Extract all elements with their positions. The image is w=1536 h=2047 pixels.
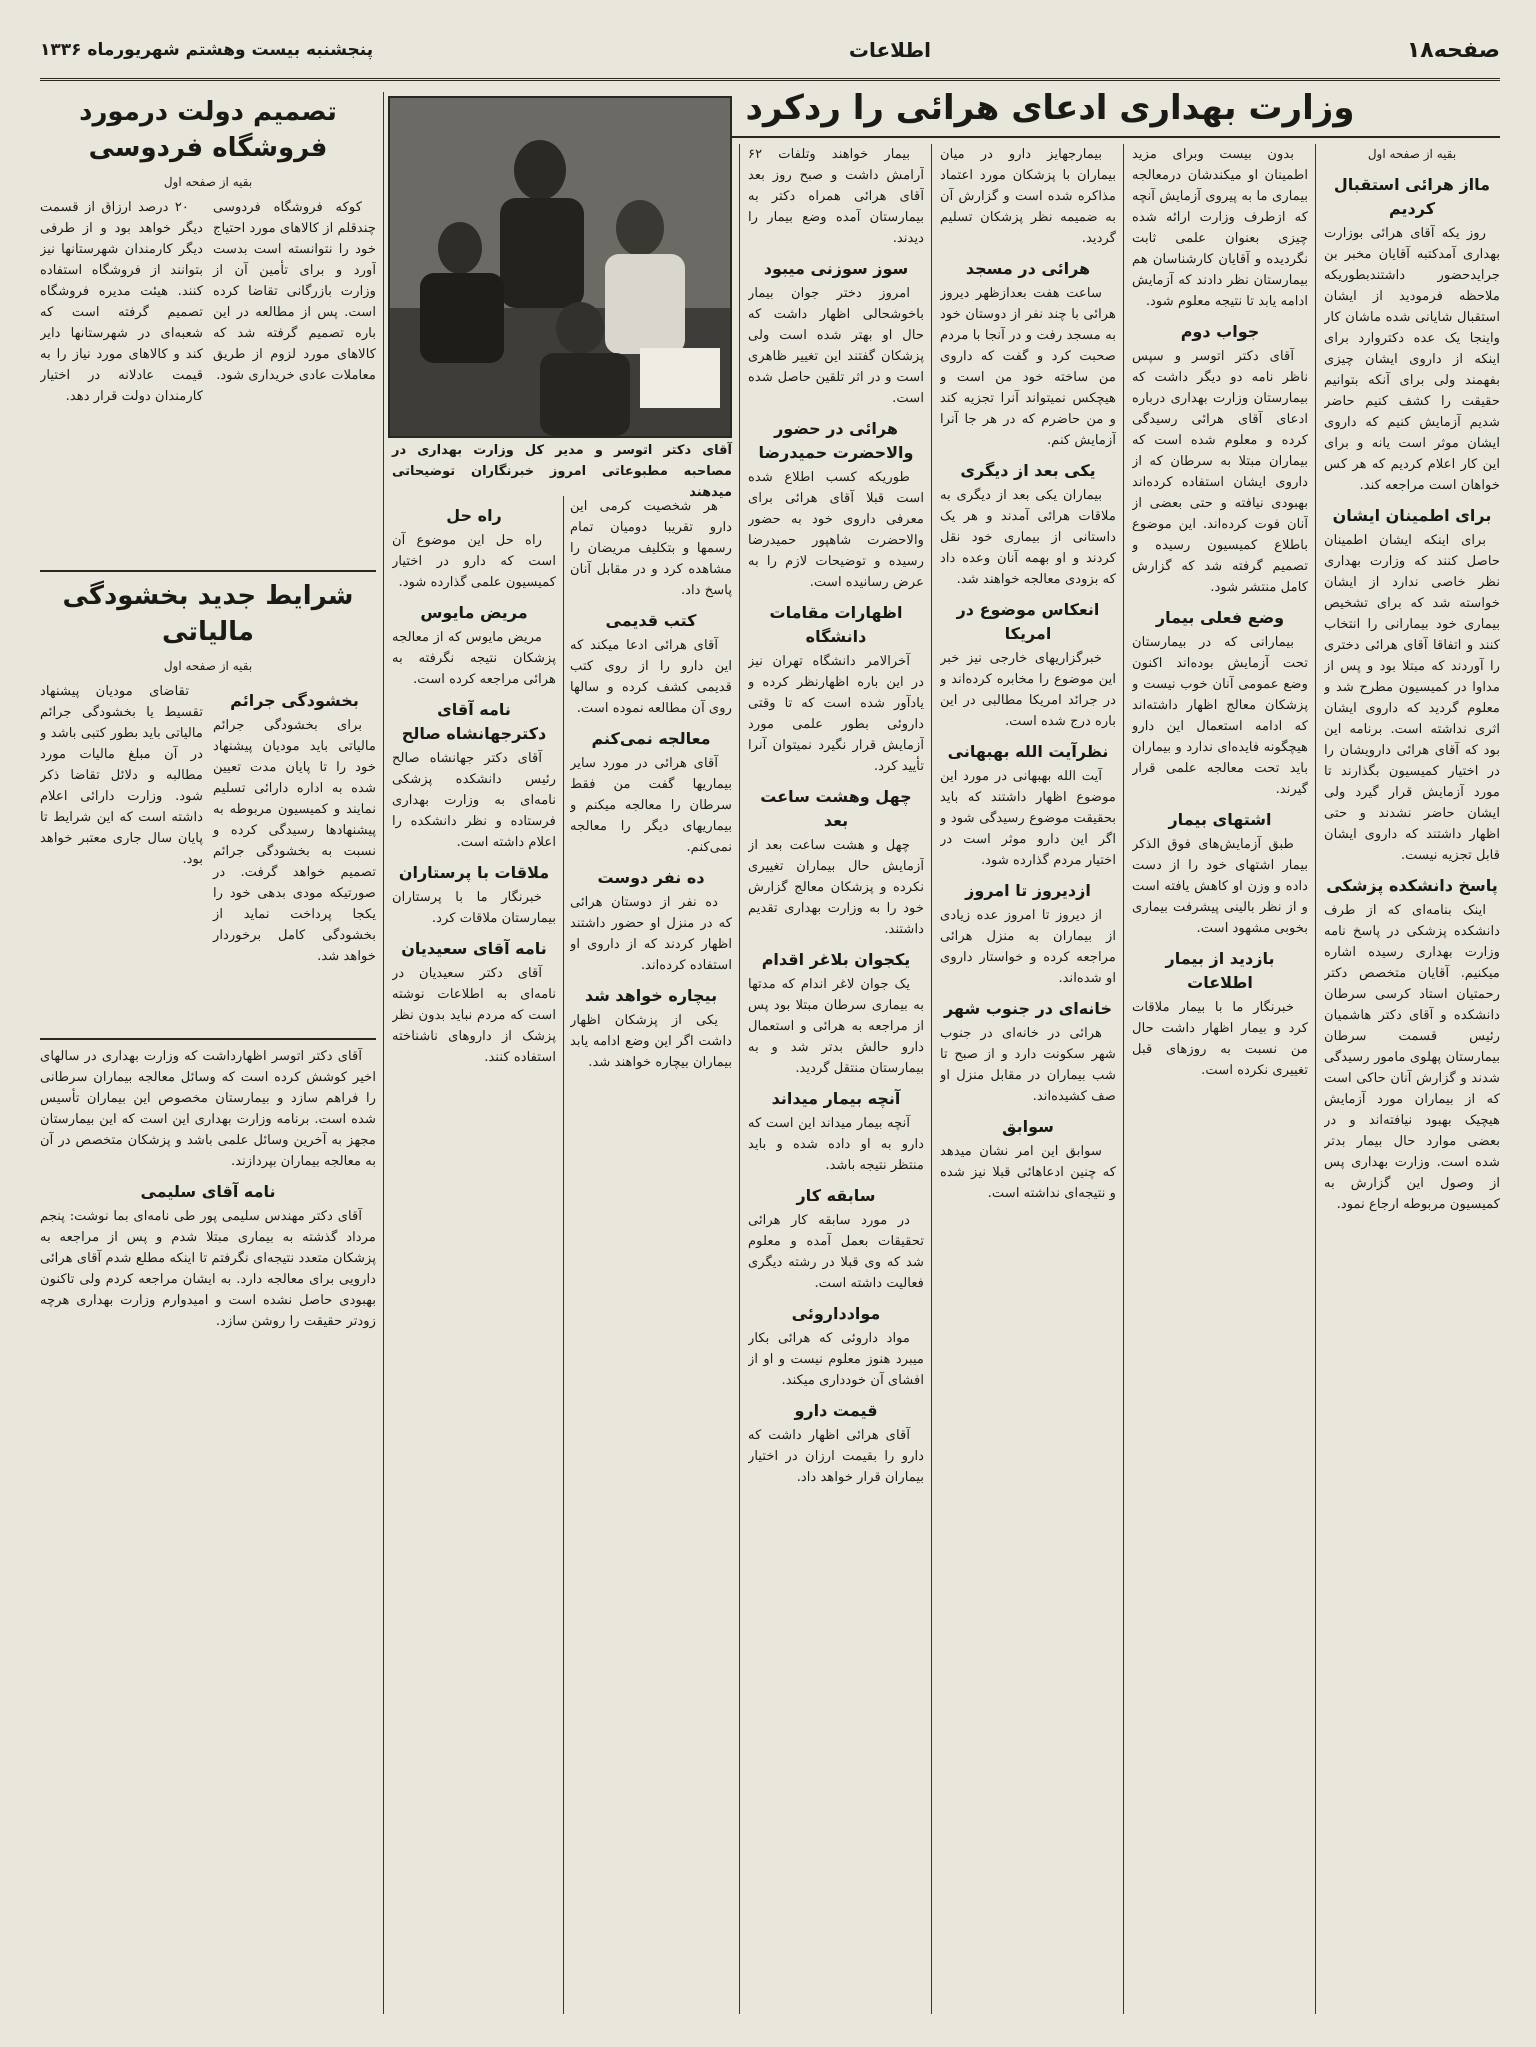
section-heading: نامه آقای سعیدیان (401, 939, 547, 958)
column-rule (1123, 144, 1124, 2014)
paragraph: آقای هرائی در مورد سایر بیماریها گفت من فقط سرطان را معالجه میکنم و بیماریهای دیگر را معالجه نمی‌کنم. (570, 756, 732, 855)
section-heading: معالجه نمی‌کنم (591, 729, 711, 748)
paragraph: ساعت هفت بعدازظهر دیروز هرائی با چند نفر از دوستان خود به مسجد رفت و در آنجا با مردم صحبت کرد و گفت که داروی من ساخته خود من است و هیچکس نمیتواند آنرا تجزیه کند و من حاضرم که در هر جا آنرا آزمایش کنم. (940, 286, 1116, 448)
continued-label: بقیه از صفحه اول (1367, 147, 1457, 161)
column-rule (739, 144, 740, 2014)
section-heading: سوابق (1002, 1117, 1054, 1136)
paragraph: آخرالامر دانشگاه تهران نیز در این باره اظهارنظر کرده و یادآور شده است که تا وقتی داروئی بطور علمی مورد آزمایش قرار نگیرد نمیتوان آنرا تأیید کرد. (748, 654, 924, 774)
page-number: صفحه۱۸ (1406, 37, 1500, 63)
section-heading: نامه آقای سلیمی (140, 1182, 276, 1201)
paragraph: هر شخصیت کرمی این دارو تقریبا دومیان تمام رسمها و بتکلیف مریضان را مشاهده کرد و در مقابل آنان پاسخ داد. (570, 499, 732, 598)
column-rule (563, 496, 564, 2014)
paragraph: آقای هرائی اظهار داشت که دارو را بقیمت ارزان در اختیار بیماران قرار خواهد داد. (748, 1428, 924, 1485)
section-heading: ازدیروز تا امروز (965, 881, 1091, 900)
paragraph: امروز دختر جوان بیمار باخوشحالی اظهار داشت که حال او بهتر شده است ولی پزشکان گفتند این تغییر ظاهری است و در اثر تلقین حاصل شده است. (748, 286, 924, 406)
tax-columns (40, 681, 376, 971)
section-heading: نظرآیت الله بهبهانی (947, 742, 1109, 761)
paragraph: آقای دکتر جهانشاه صالح رئیس دانشکده پزشکی نامه‌ای به وزارت بهداری فرستاده و نظر دانشکده را اعلام داشته است. (392, 751, 556, 850)
store-columns (40, 197, 376, 411)
paragraph: کوکه فروشگاه فردوسی چندقلم از کالاهای مورد احتیاج خود را نتوانسته است بدست آورد و برای تأمین آن از وزارت بازرگانی تقاضا کرده است. پس از مطالعه در این باره تصمیم گرفته شد که کالاهای مورد لزوم از طریق معاملات عادی خریداری شود. (213, 200, 376, 383)
paragraph: اینک بنامه‌ای که از طرف دانشکده پزشکی در پاسخ نامه وزارت بهداری رسیده اشاره میکنیم. آقایان متخصص دکتر رحمتیان استاد کرسی سرطان دانشکده و آقای دکتر هاشمیان رئیس قسمت سرطان بیمارستان پهلوی مامور رسیدگی شدند و گزارش آنان حاکی است که از بیماران مورد آزمایش هیچیک بهبود نیافته‌اند و در بعضی موارد حال بیمار بدتر شده است. وزارت بهداری پس از وصول این گزارش به کمیسیون مربوطه ارجاع نمود. (1324, 903, 1500, 1212)
lead-headline-banner (600, 84, 1500, 138)
section-heading: سابقه کار (796, 1186, 876, 1205)
section-heading: مااز هرائی استقبال کرديم (1333, 175, 1491, 218)
paragraph: آقای دکتر سعیدیان در نامه‌ای به اطلاعات نوشته است که مردم نباید بدون نظر پزشک از داروهای ناشناخته استفاده کنند. (392, 966, 556, 1065)
paragraph: آنچه بیمار میداند این است که دارو به او داده شده و باید منتظر نتیجه باشد. (748, 1116, 924, 1173)
column-rule (931, 144, 932, 2014)
section-heading: چهل وهشت ساعت بعد (760, 787, 912, 830)
section-heading: ده نفر دوست (597, 868, 705, 887)
section-heading: سوز سوزنی میبود (763, 259, 909, 278)
paragraph: طبق آزمایش‌های فوق الذکر بیمار اشتهای خود را از دست داده و وزن او کاهش یافته است و از نظر بالینی پیشرفت بیماری بخوبی مشهود است. (1132, 837, 1308, 936)
health-letters (40, 1038, 376, 2022)
section-heading: خانه‌ای در جنوب شهر (944, 999, 1112, 1018)
tax-column-a (213, 681, 376, 971)
section-heading: هرائی در حضور والاحضرت حمیدرضا (758, 419, 914, 462)
masthead (40, 22, 1500, 81)
paragraph: بیمار خواهند وتلفات ۶۲ آرامش داشت و صبح روز بعد آقای هرائی همراه دکتر به بیمارستان آمده وضع بیمار را دیدند. (748, 147, 924, 246)
section-heading: کتب قدیمی (605, 611, 697, 630)
paragraph: آیت الله بهبهانی در مورد این موضوع اظهار داشتند که باید بحقیقت موضوع رسیدگی شود و اگر این دارو موثر است در اختیار مردم گذارده شود. (940, 769, 1116, 868)
column-rule (1315, 144, 1316, 2014)
column-rule (383, 92, 384, 2014)
paragraph: طوریکه کسب اطلاع شده است قبلا آقای هرائی برای معرفی داروی خود به حضور والاحضرت شاهپور حمیدرضا رسیده و توضیحات لازم را به عرض رسانیده است. (748, 470, 924, 590)
section-heading: بازدید از بیمار اطلاعات (1165, 949, 1275, 992)
paragraph: خبرگزاریهای خارجی نیز خبر این موضوع را مخابره کرده‌اند و در جرائد امریکا مطالبی در این باره درج شده است. (940, 651, 1116, 729)
paragraph: یک جوان لاغر اندام که مدتها به بیماری سرطان مبتلا بود پس از مراجعه به هرائی و استعمال دارو حالش بدتر شد و به بیمارستان منتقل گردید. (748, 977, 924, 1076)
photo-figures (390, 98, 730, 436)
press-conference-photo (388, 96, 732, 438)
continued-label: بقیه از صفحه اول (163, 659, 253, 673)
lead-column-2 (1132, 144, 1308, 2014)
section-heading: نامه آقای دکترجهانشاه صالح (401, 700, 547, 743)
paragraph: آقای هرائی ادعا میکند که این دارو را از روی کتب قدیمی کشف کرده و سالها روی آن مطالعه نموده است. (570, 638, 732, 716)
section-heading: ملاقات با پرستاران (398, 863, 550, 882)
section-heading: وضع فعلی بیمار (1155, 608, 1285, 627)
tax-article (40, 570, 376, 1036)
section-heading: مریض مایوس (420, 603, 528, 622)
store-headline: تصمیم دولت درمورد فروشگاه فردوسی (79, 97, 337, 163)
section-heading: قیمت دارو (794, 1401, 878, 1420)
issue-date: پنجشنبه بیست وهشتم شهریورماه ۱۳۳۶ (40, 40, 374, 60)
section-heading: بخشودگی جرائم (230, 691, 359, 710)
section-heading: موادداروئی (791, 1304, 881, 1323)
lead-headline: وزارت بهداری ادعای هرائی را ردکرد (745, 88, 1355, 128)
middle-column-5b (392, 496, 556, 2014)
lead-column-3 (940, 144, 1116, 2014)
paragraph: بیماران یکی بعد از دیگری به ملاقات هرائی آمدند و هر یک داستانی از بیماری خود نقل کردند و او بهمه آنان وعده داد که بزودی معالجه خواهند شد. (940, 488, 1116, 587)
paragraph: چهل و هشت ساعت بعد از آزمایش حال بیماران تغییری نکرده و پزشکان معالج گزارش خود را به وزارت بهداری تقدیم داشتند. (748, 838, 924, 937)
paragraph: برای بخشودگی جرائم مالیاتی باید مودیان پیشنهاد خود را تا پایان مدت تعیین شده به اداره دارائی تسلیم نمایند و کمیسیون مربوطه به پیشنهادها رسیدگی کرده و نسبت به بخشودگی جرائم تصمیم خواهد گرفت. در صورتیکه مودی بدهی خود را یکجا پرداخت نماید از بخشودگی کامل برخوردار خواهد شد. (213, 718, 376, 964)
section-heading: انعکاس موضوع در امریکا (956, 600, 1100, 643)
paragraph: ۲۰ درصد ارزاق از قسمت دیگر خواهد بود و از طرفی دیگر کارمندان شهرستانها نیز بتوانند از فروشگاه استفاده کنند. هیئت مدیره فروشگاه تصمیم گرفته است که شعبه‌ای در شهرستانها دایر کند و کالاهای مورد نیاز را به قیمت عادلانه در اختیار کارمندان دولت قرار دهد. (40, 200, 203, 404)
section-heading: برای اطمینان ایشان (1332, 506, 1492, 525)
paragraph: سوابق این امر نشان میدهد که چنین ادعاهائی قبلا نیز شده و نتیجه‌ای نداشته است. (940, 1144, 1116, 1201)
continued-label: بقیه از صفحه اول (163, 175, 253, 189)
paragraph: از دیروز تا امروز عده زیادی از بیماران به منزل هرائی مراجعه کرده و خواستار داروی او شده‌اند. (940, 908, 1116, 986)
paragraph: هرائی در خانه‌ای در جنوب شهر سکونت دارد و از صبح تا شب بیماران در مقابل منزل او صف کشیده‌اند. (940, 1026, 1116, 1104)
tax-headline: شرایط جدید بخشودگی مالیاتی (62, 581, 354, 647)
paragraph: راه حل این موضوع آن است که دارو در اختیار کمیسیون علمی گذارده شود. (392, 533, 556, 590)
newspaper-page (40, 22, 1500, 2022)
paragraph: خبرنگار ما با پرستاران بیمارستان ملاقات کرد. (392, 890, 556, 926)
section-heading: راه حل (446, 506, 502, 525)
paragraph: مواد داروئی که هرائی بکار میبرد هنوز معلوم نیست و او از افشای آن خودداری میکند. (748, 1331, 924, 1388)
paragraph: برای اینکه ایشان اطمینان حاصل کنند که وزارت بهداری نظر خاصی ندارد از ایشان خواسته شد که برای تشخیص بیماری خود بیمارانی را انتخاب کنند و اتفاقا آقای هرائی دختری را آوردند که مبتلا بود و پس از مداوا در کمیسیون مطرح شد و معلوم گردید که داروی ایشان اثری نداشته است. برنامه این بود که آقای هرائی دارویشان را در اختیار کمیسیون بگذارند تا مورد آزمایش قرار گیرد ولی ایشان حاضر نشدند و حتی اظهار داشتند که داروی ایشان قابل تجزیه نیست. (1324, 533, 1500, 863)
paragraph: بیمارانی که در بیمارستان تحت آزمایش بوده‌اند اکنون وضع عمومی آنان خوب نیست و پزشکان معالج اظهار داشته‌اند که ادامه استعمال این دارو هیچگونه فایده‌ای ندارد و بیماران باید تحت معالجه علمی قرار گیرند. (1132, 635, 1308, 797)
section-heading: بیچاره خواهد شد (584, 986, 718, 1005)
section-heading: هرائی در مسجد (965, 259, 1091, 278)
paragraph: روز یکه آقای هرائی بوزارت بهداری آمدکتبه آقایان مخبر بن جرایدحضور داشتندبطوریکه ملاحظه فرمودید از ایشان استقبال شایانی شده ماشان کار واینجا یک عده دکتروارد برای اینکه از داروی ایشان چیزی بفهمند ولی برای آنکه بتوانیم حقیقت را کشف کنیم حاضر شدیم آزمایش کنیم که داروی ایشان موثر است یانه و برای این کار اعلام کردیم که هر کس خواهان است مراجعه کند. (1324, 226, 1500, 493)
paragraph: در مورد سابقه کار هرائی تحقیقات بعمل آمده و معلوم شد که وی قبلا در رشته دیگری فعالیت داشته است. (748, 1213, 924, 1291)
section-heading: یکی بعد از دیگری (960, 461, 1096, 480)
section-heading: اظهارات مقامات دانشگاه (769, 603, 903, 646)
section-heading: جواب دوم (1180, 322, 1260, 341)
paper-name: اطلاعات (848, 38, 932, 62)
paragraph: یکی از پزشکان اظهار داشت اگر این وضع ادامه یابد بیماران بیچاره خواهند شد. (570, 1013, 732, 1070)
paragraph: تقاضای مودیان پیشنهاد تقسیط یا بخشودگی جرائم مالیاتی باید بطور کتبی باشد و در آن مبلغ مالیات مورد مطالبه و دلائل تقاضا ذکر شود. وزارت دارائی اعلام داشته است که این شرایط تا پایان سال جاری معتبر خواهد بود. (40, 684, 203, 867)
lead-column-1 (1324, 144, 1500, 2014)
tax-column-b (40, 681, 203, 971)
paragraph: آقای دکتر اتوسر اظهارداشت که وزارت بهداری در سالهای اخیر کوشش کرده است که وسائل معالجه بیماران سرطانی را فراهم سازد و بیمارستان مخصوص این بیماران تأسیس شده است. برنامه وزارت بهداری این است که این بیمارستان مجهز به آخرین وسائل علمی باشد و پزشکان متخصص در آن به معالجه بیماران بپردازند. (40, 1049, 376, 1169)
section-heading: پاسخ دانشکده پزشکی (1326, 876, 1498, 895)
paragraph: مریض مایوس که از معالجه پزشکان نتیجه نگرفته به هرائی مراجعه کرده است. (392, 630, 556, 687)
paragraph: آقای دکتر مهندس سلیمی پور طی نامه‌ای بما نوشت: پنجم مرداد گذشته به بیماری مبتلا شدم و پس از مراجعه به پزشکان متعدد نتیجه‌ای نگرفتم تا اینکه مطلع شدم آقای هرائی دارویی برای معالجه دارد. به ایشان مراجعه کردم ولی تاکنون بهبودی حاصل نشده است و امیدوارم وزارت بهداری هرچه زودتر حقیقت را روشن سازد. (40, 1209, 376, 1329)
paragraph: خبرنگار ما با بیمار ملاقات کرد و بیمار اظهار داشت حال من نسبت به روزهای قبل تغییری نکرده است. (1132, 1000, 1308, 1078)
section-heading: اشتهای بیمار (1168, 810, 1272, 829)
store-article (40, 92, 376, 562)
paragraph: ده نفر از دوستان هرائی که در منزل او حضور داشتند اظهار کردند که از داروی او استفاده کرده‌اند. (570, 895, 732, 973)
section-heading: آنچه بیمار میداند (771, 1089, 901, 1108)
paragraph: آقای دکتر اتوسر و سپس ناظر نامه دو دیگر داشت که بیمارستان وزارت بهداری درباره ادعای آقای هرائی رسیدگی کرده و معلوم شده است که بیماران مبتلا به سرطان که از داروی ایشان استفاده کرده‌اند بهبودی نیافته و حتی بعضی از آنان فوت کرده‌اند. این موضوع باطلاع کمیسیون رسیده و تصمیم گرفته شد که گزارش کامل منتشر شود. (1132, 349, 1308, 595)
photo-caption: آقای دکتر اتوسر و مدیر کل وزارت بهداری در مصاحبه مطبوعاتی امروز خبرنگاران توضیحاتی میدهند (392, 443, 732, 500)
paragraph: بیمارجهایز دارو در میان بیماران با پزشکان مورد اعتماد مذاکره شده است و گزارش آن به ضمیمه نظر پزشکان تسلیم گردید. (940, 147, 1116, 246)
middle-column-5a (570, 496, 732, 2014)
paragraph: بدون بیست وبرای مزید اطمینان او میکندشان درمعالجه بیماری ما به پیروی آزمایش آنچه که ازطرف وزارت ارائه شده چیزی بعنوان علمی ثابت نگردیده و آقایان کارشناسان هم بیمارستان نظر دادند که آزمایش ادامه یابد تا نتیجه معلوم شود. (1132, 147, 1308, 309)
section-heading: یکجوان بلاغر اقدام (761, 950, 911, 969)
lead-column-4 (748, 144, 924, 2014)
